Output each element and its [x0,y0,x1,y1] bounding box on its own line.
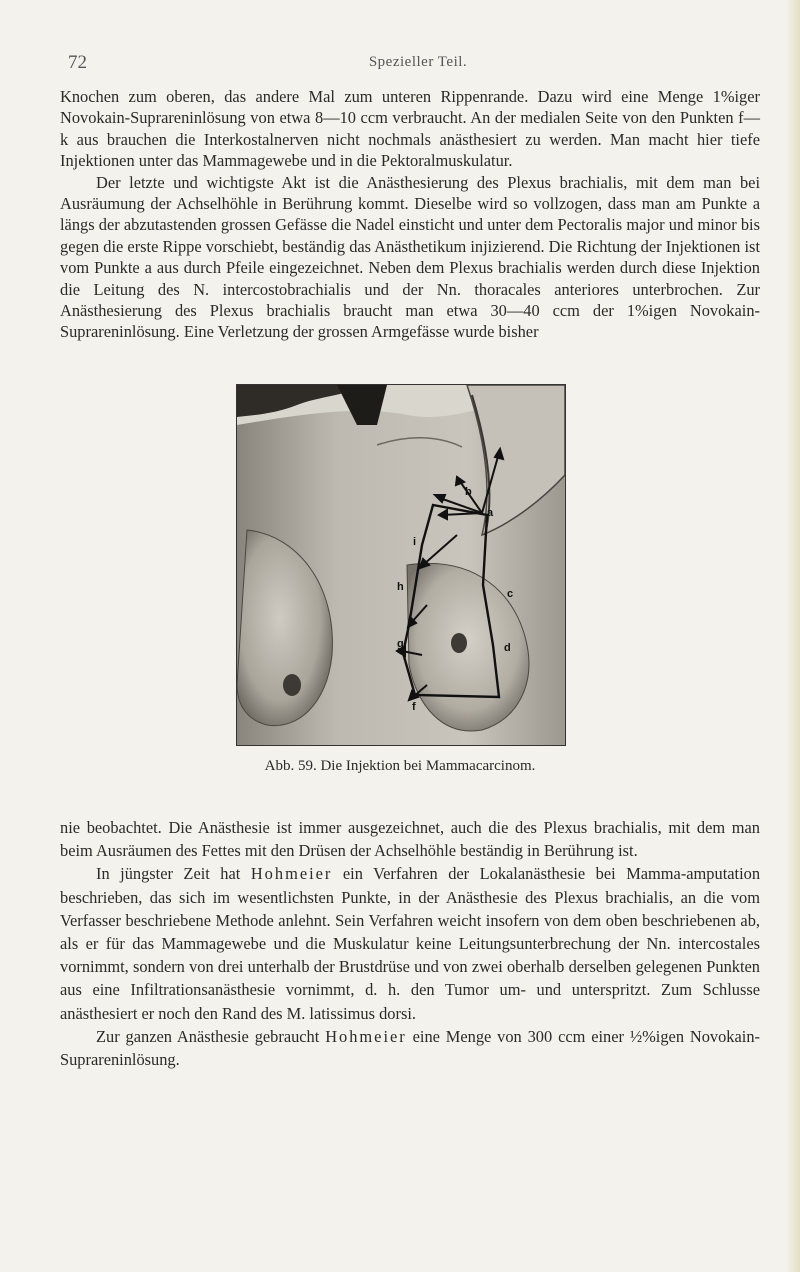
page-header [68,52,768,78]
page-number: 72 [68,52,87,73]
author-name: Hohmeier [325,1026,407,1046]
label-f: f [412,701,416,713]
right-nipple [451,633,467,653]
paragraph [60,862,760,1024]
paragraph [60,1025,760,1071]
body-text-top [60,86,760,343]
figure-caption: Abb. 59. Die Injektion bei Mammacarcinom. [264,758,536,774]
left-nipple [283,674,301,696]
paragraph: nie beobachtet. Die Anästhesie ist immer ausgezeichnet, auch die des Plexus brachialis, mit dem man beim Ausräumen des Fettes mit den Drüsen der Achselhöhle beständig in Berührung ist. [60,818,760,861]
running-head: Spezieller Teil. [368,54,468,70]
figure-illustration [236,384,566,746]
label-i: i [413,536,417,548]
illustration-svg [237,385,565,745]
label-g: g [397,638,404,650]
label-h: h [397,581,404,593]
text-run: ein Verfahren der Lokalanästhesie bei Mamma-amputation beschrieben, das sich im wesentlichsten Punkte, in der Anästhesie des Plexus brachialis, an die vom Verfasser beschriebene Methode anlehnt. Sein Verfahren weicht insofern von dem oben beschriebenen ab, als er für das Mammagewebe und die Muskulatur keine Leitungsunterbrechung der Nn. intercostales vornimmt, sondern von drei unterhalb der Brustdrüse und von zwei oberhalb derselben gelegenen Punkten aus eine Infiltrationsanästhesie vornimmt, d. h. den Tumor um- und unterspritzt. Zum Schlusse anästhesiert er noch den Rand des M. latissimus dorsi. [60,864,761,1023]
text-run: eine Menge von 300 ccm einer ½%igen Novokain-Suprareninlösung. [60,1026,760,1070]
author-name: Hohmeier [250,864,333,884]
paragraph: Knochen zum oberen, das andere Mal zum unteren Rippenrande. Dazu wird eine Menge 1%iger Novokain-Suprareninlösung von etwa 8—10 ccm verbraucht. An der medialen Seite von den Punkten f—k aus brauchen die Interkostalnerven nicht nochmals anästhesiert zu werden. Man macht hier tiefe Injektionen unter das Mammagewebe und in die Pektoralmuskulatur. [60,87,760,171]
text-run: In jüngster Zeit hat [96,864,241,884]
page-edge-shading [786,0,800,1272]
paragraph: Der letzte und wichtigste Akt ist die Anästhesierung des Plexus brachialis, mit dem man bei Ausräumung der Achselhöhle in Berührung kommt. Dieselbe wird so vollzogen, dass man am Punkte a längs der abzutastenden grossen Gefässe die Nadel einsticht und unter dem Pectoralis major und minor bis gegen die erste Rippe vorschiebt, beständig das Anästhetikum injizierend. Die Richtung der Injektionen ist vom Punkte a aus durch Pfeile eingezeichnet. Neben dem Plexus brachialis werden durch diese Injektion die Leitung des N. intercostobrachialis und der Nn. thoracales anteriores unterbrochen. Zur Anästhesierung des Plexus brachialis braucht man etwa 30—40 ccm der 1%igen Novokain-Suprareninlösung. Eine Verletzung der grossen Armgefässe wurde bisher [60,172,760,342]
text-run: Zur ganzen Anästhesie gebraucht [96,1026,320,1046]
label-d: d [504,642,511,654]
label-b: b [465,486,472,498]
label-a: a [487,507,494,519]
body-text-bottom [60,816,760,1071]
label-c: c [507,588,514,600]
